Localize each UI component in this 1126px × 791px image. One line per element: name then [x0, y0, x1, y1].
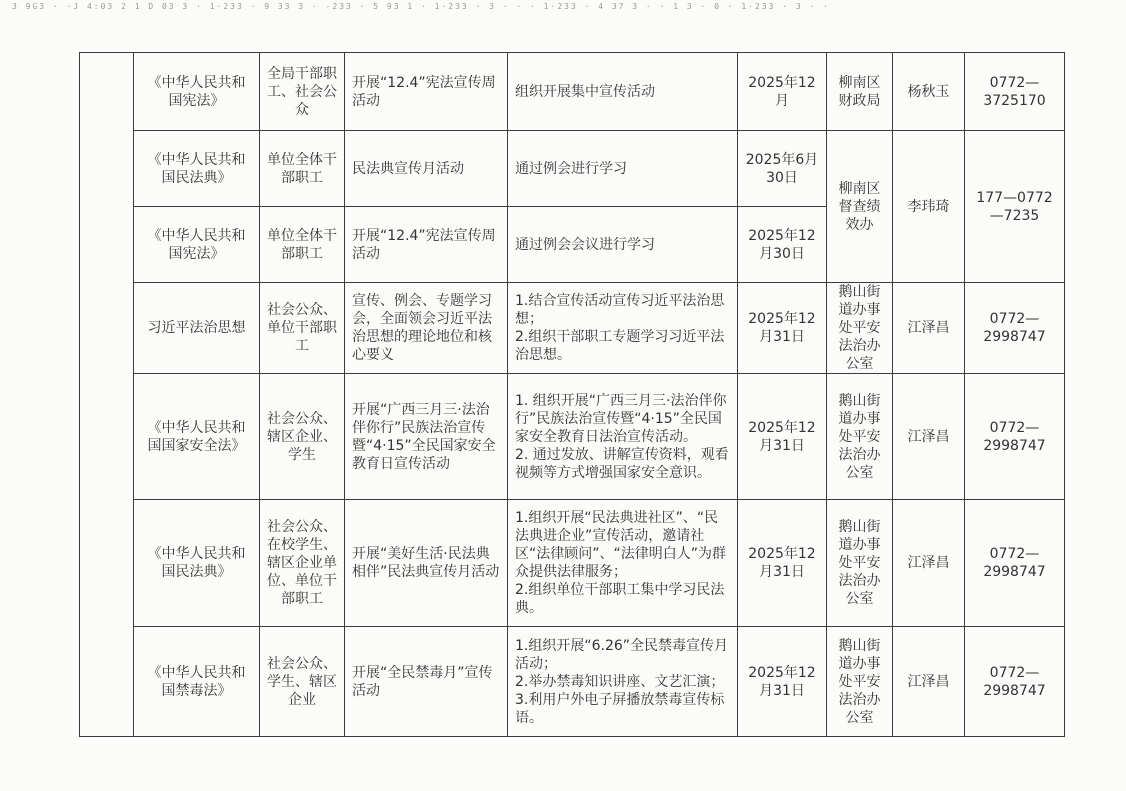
phone-cell: 0772—2998747 — [965, 283, 1065, 374]
target-cell: 社会公众、单位干部职工 — [260, 283, 345, 374]
table-row — [80, 283, 1065, 374]
law-cell: 《中华人民共和国宪法》 — [134, 53, 260, 131]
person-cell: 杨秋玉 — [893, 53, 965, 131]
unit-cell: 柳南区督查绩效办 — [827, 131, 893, 283]
deadline-cell: 2025年12月31日 — [738, 627, 827, 737]
phone-cell: 0772—2998747 — [965, 500, 1065, 627]
blank-category-cell — [80, 53, 134, 737]
activity-cell: 宣传、例会、专题学习会，全面领会习近平法治思想的理论地位和核心要义 — [345, 283, 508, 374]
phone-cell: 0772—2998747 — [965, 374, 1065, 500]
phone-cell: 0772—2998747 — [965, 627, 1065, 737]
scan-header-noise: 3 9G3 · ·J 4:03 2 1 D 03 3 · 1·233 · 9 33 3 · -233 · 5 93 1 · 1·233 · 3 · · · 1·233 · 4 37 3 · · 1 3 · 0 · 1·233 · 3 · · — [12, 2, 830, 11]
law-cell: 习近平法治思想 — [134, 283, 260, 374]
law-cell: 《中华人民共和国民法典》 — [134, 131, 260, 207]
target-cell: 社会公众、在校学生、辖区企业单位、单位干部职工 — [260, 500, 345, 627]
deadline-cell: 2025年12月30日 — [738, 207, 827, 283]
unit-cell: 鹅山街道办事处平安法治办公室 — [827, 500, 893, 627]
law-cell: 《中华人民共和国宪法》 — [134, 207, 260, 283]
activity-cell: 开展“12.4”宪法宣传周活动 — [345, 207, 508, 283]
target-cell: 单位全体干部职工 — [260, 131, 345, 207]
law-cell: 《中华人民共和国国家安全法》 — [134, 374, 260, 500]
table-row — [80, 131, 1065, 207]
content-cell: 通过例会进行学习 — [508, 131, 738, 207]
law-cell: 《中华人民共和国禁毒法》 — [134, 627, 260, 737]
activity-cell: 开展“12.4”宪法宣传周活动 — [345, 53, 508, 131]
activity-cell: 民法典宣传月活动 — [345, 131, 508, 207]
deadline-cell: 2025年12月31日 — [738, 374, 827, 500]
target-cell: 社会公众、辖区企业、学生 — [260, 374, 345, 500]
person-cell: 江泽昌 — [893, 627, 965, 737]
target-cell: 全局干部职工、社会公众 — [260, 53, 345, 131]
unit-cell: 鹅山街道办事处平安法治办公室 — [827, 374, 893, 500]
deadline-cell: 2025年12月31日 — [738, 283, 827, 374]
person-cell: 江泽昌 — [893, 283, 965, 374]
activity-cell: 开展“美好生活·民法典相伴”民法典宣传月活动 — [345, 500, 508, 627]
activity-cell: 开展“全民禁毒月”宣传活动 — [345, 627, 508, 737]
target-cell: 社会公众、学生、辖区企业 — [260, 627, 345, 737]
publicity-plan-table — [79, 52, 1065, 737]
target-cell: 单位全体干部职工 — [260, 207, 345, 283]
unit-cell: 鹅山街道办事处平安法治办公室 — [827, 283, 893, 374]
table-row — [80, 627, 1065, 737]
content-cell: 1.结合宣传活动宣传习近平法治思想； 2.组织干部职工专题学习习近平法治思想。 — [508, 283, 738, 374]
content-cell: 通过例会会议进行学习 — [508, 207, 738, 283]
deadline-cell: 2025年6月30日 — [738, 131, 827, 207]
phone-cell: 0772—3725170 — [965, 53, 1065, 131]
person-cell: 江泽昌 — [893, 500, 965, 627]
activity-cell: 开展“广西三月三·法治伴你行”民族法治宣传暨“4·15”全民国家安全教育日宣传活动 — [345, 374, 508, 500]
table-row — [80, 500, 1065, 627]
phone-cell: 177—0772—7235 — [965, 131, 1065, 283]
unit-cell: 鹅山街道办事处平安法治办公室 — [827, 627, 893, 737]
content-cell: 1.组织开展“民法典进社区”、“民法典进企业”宣传活动，邀请社区“法律顾问”、“法律明白人”为群众提供法律服务； 2.组织单位干部职工集中学习民法典。 — [508, 500, 738, 627]
person-cell: 李玮琦 — [893, 131, 965, 283]
table-row — [80, 374, 1065, 500]
person-cell: 江泽昌 — [893, 374, 965, 500]
content-cell: 1.组织开展“6.26”全民禁毒宣传月活动； 2.举办禁毒知识讲座、文艺汇演； 3.利用户外电子屏播放禁毒宣传标语。 — [508, 627, 738, 737]
unit-cell: 柳南区财政局 — [827, 53, 893, 131]
table-row — [80, 53, 1065, 131]
law-cell: 《中华人民共和国民法典》 — [134, 500, 260, 627]
content-cell: 1. 组织开展“广西三月三·法治伴你行”民族法治宣传暨“4·15”全民国家安全教育日法治宣传活动。 2. 通过发放、讲解宣传资料，观看视频等方式增强国家安全意识。 — [508, 374, 738, 500]
deadline-cell: 2025年12月 — [738, 53, 827, 131]
content-cell: 组织开展集中宣传活动 — [508, 53, 738, 131]
deadline-cell: 2025年12月31日 — [738, 500, 827, 627]
